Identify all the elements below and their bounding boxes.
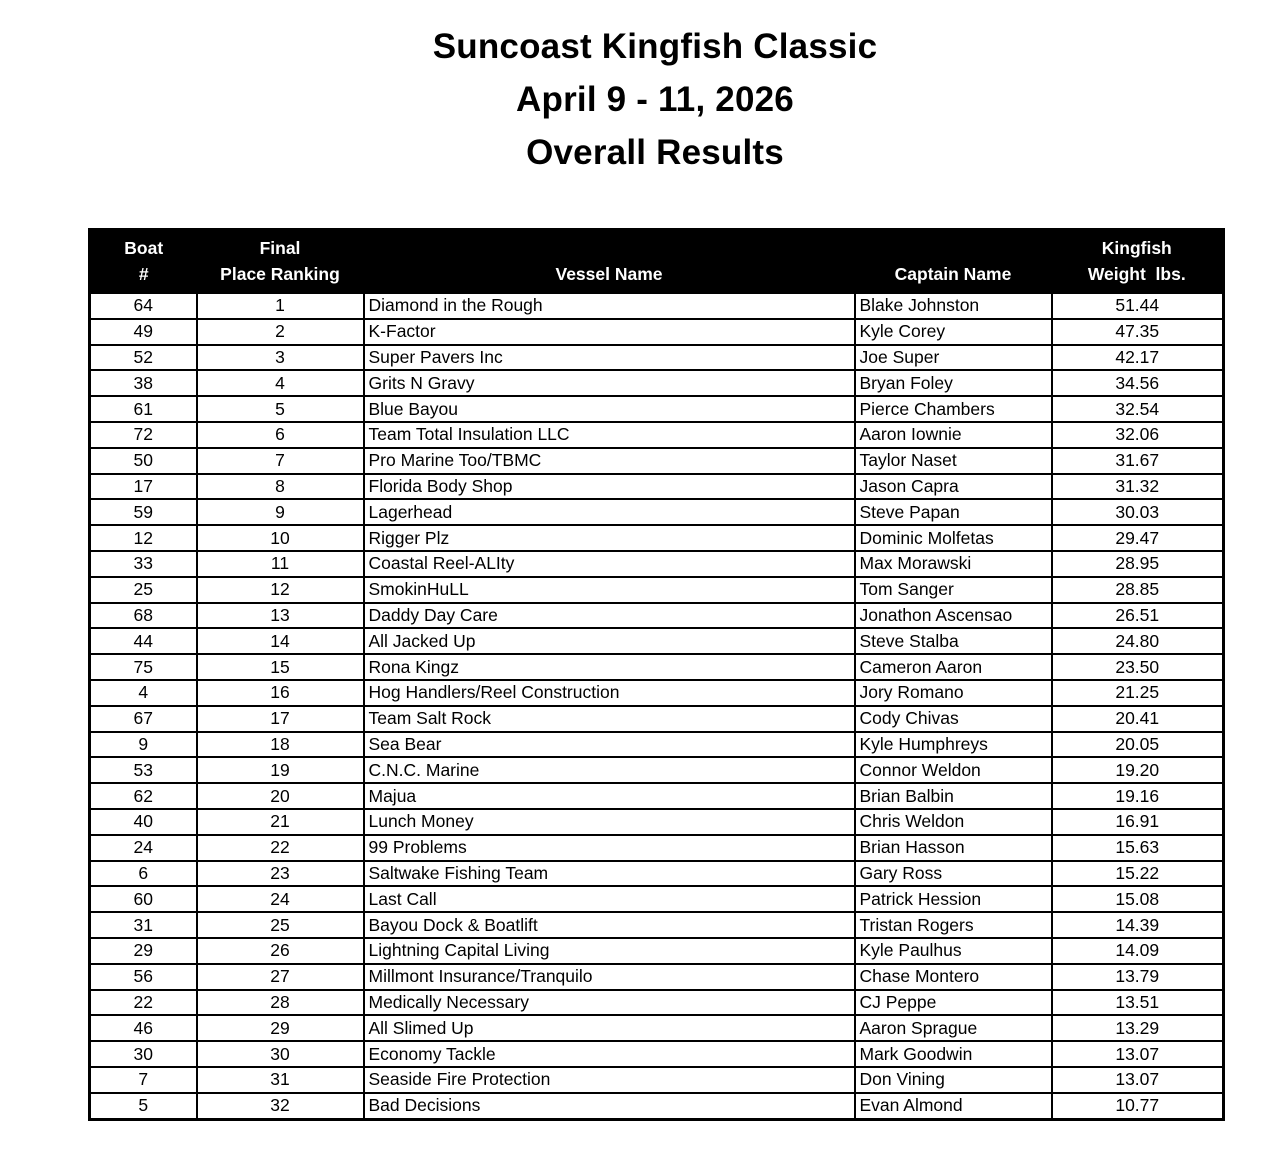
vessel-name-cell: All Jacked Up (364, 628, 855, 654)
table-row (90, 861, 1224, 887)
weight-cell: 15.63 (1052, 835, 1224, 861)
boat-number-cell: 25 (90, 577, 197, 603)
boat-number-cell: 7 (90, 1067, 197, 1093)
boat-number-cell: 59 (90, 499, 197, 525)
vessel-name-cell: Sea Bear (364, 732, 855, 758)
boat-number-cell: 44 (90, 628, 197, 654)
place-ranking-cell: 27 (197, 964, 364, 990)
header-kingfish-weight (1052, 230, 1224, 294)
place-ranking-cell: 6 (197, 422, 364, 448)
vessel-name-cell: Pro Marine Too/TBMC (364, 448, 855, 474)
table-row (90, 680, 1224, 706)
captain-name-cell: Cameron Aaron (855, 654, 1052, 680)
table-row (90, 370, 1224, 396)
weight-cell: 15.22 (1052, 861, 1224, 887)
weight-cell: 28.95 (1052, 551, 1224, 577)
place-ranking-cell: 15 (197, 654, 364, 680)
boat-number-cell: 31 (90, 912, 197, 938)
place-ranking-cell: 16 (197, 680, 364, 706)
boat-number-cell: 12 (90, 525, 197, 551)
weight-cell: 13.07 (1052, 1067, 1224, 1093)
boat-number-cell: 68 (90, 603, 197, 629)
weight-cell: 19.16 (1052, 783, 1224, 809)
header-vessel-line2: Vessel Name (555, 264, 663, 284)
place-ranking-cell: 28 (197, 990, 364, 1016)
captain-name-cell: Aaron Sprague (855, 1015, 1052, 1041)
weight-cell: 28.85 (1052, 577, 1224, 603)
weight-cell: 19.20 (1052, 757, 1224, 783)
weight-cell: 14.39 (1052, 912, 1224, 938)
boat-number-cell: 29 (90, 938, 197, 964)
captain-name-cell: Tom Sanger (855, 577, 1052, 603)
header-captain-line1 (855, 235, 1052, 261)
vessel-name-cell: Super Pavers Inc (364, 345, 855, 371)
captain-name-cell: Don Vining (855, 1067, 1052, 1093)
captain-name-cell: Max Morawski (855, 551, 1052, 577)
table-row (90, 783, 1224, 809)
table-row (90, 448, 1224, 474)
page-title (88, 20, 1222, 179)
captain-name-cell: Jonathon Ascensao (855, 603, 1052, 629)
table-row (90, 654, 1224, 680)
weight-cell: 47.35 (1052, 319, 1224, 345)
table-row (90, 293, 1224, 319)
table-row (90, 628, 1224, 654)
table-row (90, 732, 1224, 758)
weight-cell: 34.56 (1052, 370, 1224, 396)
captain-name-cell: Chris Weldon (855, 809, 1052, 835)
table-row (90, 474, 1224, 500)
place-ranking-cell: 11 (197, 551, 364, 577)
captain-name-cell: Chase Montero (855, 964, 1052, 990)
boat-number-cell: 52 (90, 345, 197, 371)
place-ranking-cell: 24 (197, 886, 364, 912)
place-ranking-cell: 10 (197, 525, 364, 551)
vessel-name-cell: Diamond in the Rough (364, 293, 855, 319)
vessel-name-cell: Lightning Capital Living (364, 938, 855, 964)
vessel-name-cell: Grits N Gravy (364, 370, 855, 396)
boat-number-cell: 61 (90, 396, 197, 422)
vessel-name-cell: Millmont Insurance/Tranquilo (364, 964, 855, 990)
boat-number-cell: 17 (90, 474, 197, 500)
table-row (90, 964, 1224, 990)
captain-name-cell: Mark Goodwin (855, 1041, 1052, 1067)
weight-cell: 42.17 (1052, 345, 1224, 371)
boat-number-cell: 56 (90, 964, 197, 990)
captain-name-cell: Steve Papan (855, 499, 1052, 525)
weight-cell: 31.32 (1052, 474, 1224, 500)
vessel-name-cell: Last Call (364, 886, 855, 912)
weight-cell: 13.07 (1052, 1041, 1224, 1067)
weight-cell: 31.67 (1052, 448, 1224, 474)
weight-cell: 20.05 (1052, 732, 1224, 758)
captain-name-cell: Bryan Foley (855, 370, 1052, 396)
boat-number-cell: 9 (90, 732, 197, 758)
boat-number-cell: 67 (90, 706, 197, 732)
boat-number-cell: 60 (90, 886, 197, 912)
place-ranking-cell: 30 (197, 1041, 364, 1067)
captain-name-cell: Brian Hasson (855, 835, 1052, 861)
vessel-name-cell: Daddy Day Care (364, 603, 855, 629)
vessel-name-cell: Hog Handlers/Reel Construction (364, 680, 855, 706)
weight-cell: 20.41 (1052, 706, 1224, 732)
table-row (90, 422, 1224, 448)
captain-name-cell: Jory Romano (855, 680, 1052, 706)
header-ranking-line1: Final (259, 238, 301, 258)
header-weight-line1: Kingfish (1101, 238, 1172, 258)
boat-number-cell: 50 (90, 448, 197, 474)
table-row (90, 345, 1224, 371)
page-title-line-1: Suncoast Kingfish Classic (432, 27, 878, 66)
vessel-name-cell: K-Factor (364, 319, 855, 345)
table-row (90, 886, 1224, 912)
captain-name-cell: Jason Capra (855, 474, 1052, 500)
header-ranking-line2: Place Ranking (220, 264, 340, 284)
weight-cell: 21.25 (1052, 680, 1224, 706)
boat-number-cell: 6 (90, 861, 197, 887)
vessel-name-cell: Bad Decisions (364, 1093, 855, 1119)
vessel-name-cell: All Slimed Up (364, 1015, 855, 1041)
table-row (90, 603, 1224, 629)
captain-name-cell: Patrick Hession (855, 886, 1052, 912)
weight-cell: 23.50 (1052, 654, 1224, 680)
place-ranking-cell: 32 (197, 1093, 364, 1119)
page-title-line-2: April 9 - 11, 2026 (516, 80, 794, 119)
table-row (90, 396, 1224, 422)
captain-name-cell: Blake Johnston (855, 293, 1052, 319)
vessel-name-cell: Medically Necessary (364, 990, 855, 1016)
captain-name-cell: Cody Chivas (855, 706, 1052, 732)
boat-number-cell: 22 (90, 990, 197, 1016)
captain-name-cell: Dominic Molfetas (855, 525, 1052, 551)
vessel-name-cell: Saltwake Fishing Team (364, 861, 855, 887)
vessel-name-cell: Florida Body Shop (364, 474, 855, 500)
weight-cell: 13.29 (1052, 1015, 1224, 1041)
boat-number-cell: 75 (90, 654, 197, 680)
boat-number-cell: 33 (90, 551, 197, 577)
boat-number-cell: 64 (90, 293, 197, 319)
vessel-name-cell: Economy Tackle (364, 1041, 855, 1067)
weight-cell: 26.51 (1052, 603, 1224, 629)
vessel-name-cell: Team Salt Rock (364, 706, 855, 732)
table-row (90, 990, 1224, 1016)
header-weight-line2: Weight lbs. (1087, 264, 1186, 284)
page-title-line-3: Overall Results (526, 133, 784, 172)
place-ranking-cell: 4 (197, 370, 364, 396)
captain-name-cell: Pierce Chambers (855, 396, 1052, 422)
place-ranking-cell: 14 (197, 628, 364, 654)
vessel-name-cell: Blue Bayou (364, 396, 855, 422)
place-ranking-cell: 26 (197, 938, 364, 964)
header-boat-line2: # (138, 264, 149, 284)
weight-cell: 32.06 (1052, 422, 1224, 448)
boat-number-cell: 72 (90, 422, 197, 448)
captain-name-cell: Connor Weldon (855, 757, 1052, 783)
header-place-ranking (197, 230, 364, 294)
place-ranking-cell: 9 (197, 499, 364, 525)
captain-name-cell: Taylor Naset (855, 448, 1052, 474)
table-row (90, 809, 1224, 835)
vessel-name-cell: Bayou Dock & Boatlift (364, 912, 855, 938)
table-row (90, 1093, 1224, 1119)
place-ranking-cell: 29 (197, 1015, 364, 1041)
table-row (90, 319, 1224, 345)
weight-cell: 13.51 (1052, 990, 1224, 1016)
boat-number-cell: 38 (90, 370, 197, 396)
weight-cell: 14.09 (1052, 938, 1224, 964)
vessel-name-cell: Seaside Fire Protection (364, 1067, 855, 1093)
place-ranking-cell: 12 (197, 577, 364, 603)
place-ranking-cell: 7 (197, 448, 364, 474)
captain-name-cell: CJ Peppe (855, 990, 1052, 1016)
place-ranking-cell: 13 (197, 603, 364, 629)
weight-cell: 51.44 (1052, 293, 1224, 319)
captain-name-cell: Kyle Corey (855, 319, 1052, 345)
place-ranking-cell: 25 (197, 912, 364, 938)
place-ranking-cell: 17 (197, 706, 364, 732)
place-ranking-cell: 22 (197, 835, 364, 861)
place-ranking-cell: 21 (197, 809, 364, 835)
boat-number-cell: 46 (90, 1015, 197, 1041)
table-row (90, 938, 1224, 964)
place-ranking-cell: 20 (197, 783, 364, 809)
header-captain-line2: Captain Name (894, 264, 1012, 284)
table-row (90, 835, 1224, 861)
vessel-name-cell: C.N.C. Marine (364, 757, 855, 783)
table-row (90, 757, 1224, 783)
captain-name-cell: Gary Ross (855, 861, 1052, 887)
weight-cell: 15.08 (1052, 886, 1224, 912)
captain-name-cell: Joe Super (855, 345, 1052, 371)
table-row (90, 499, 1224, 525)
header-vessel-name (364, 230, 855, 294)
table-row (90, 577, 1224, 603)
captain-name-cell: Tristan Rogers (855, 912, 1052, 938)
header-captain-name (855, 230, 1052, 294)
header-boat-number (90, 230, 197, 294)
weight-cell: 13.79 (1052, 964, 1224, 990)
vessel-name-cell: Coastal Reel-ALIty (364, 551, 855, 577)
captain-name-cell: Aaron Iownie (855, 422, 1052, 448)
boat-number-cell: 49 (90, 319, 197, 345)
weight-cell: 30.03 (1052, 499, 1224, 525)
header-boat-line1: Boat (124, 238, 164, 258)
place-ranking-cell: 23 (197, 861, 364, 887)
captain-name-cell: Evan Almond (855, 1093, 1052, 1119)
vessel-name-cell: Team Total Insulation LLC (364, 422, 855, 448)
boat-number-cell: 53 (90, 757, 197, 783)
weight-cell: 29.47 (1052, 525, 1224, 551)
vessel-name-cell: SmokinHuLL (364, 577, 855, 603)
boat-number-cell: 4 (90, 680, 197, 706)
place-ranking-cell: 19 (197, 757, 364, 783)
boat-number-cell: 30 (90, 1041, 197, 1067)
place-ranking-cell: 3 (197, 345, 364, 371)
table-row (90, 1015, 1224, 1041)
captain-name-cell: Brian Balbin (855, 783, 1052, 809)
place-ranking-cell: 5 (197, 396, 364, 422)
weight-cell: 24.80 (1052, 628, 1224, 654)
vessel-name-cell: 99 Problems (364, 835, 855, 861)
table-row (90, 912, 1224, 938)
vessel-name-cell: Lunch Money (364, 809, 855, 835)
place-ranking-cell: 2 (197, 319, 364, 345)
table-row (90, 706, 1224, 732)
boat-number-cell: 40 (90, 809, 197, 835)
place-ranking-cell: 18 (197, 732, 364, 758)
vessel-name-cell: Rona Kingz (364, 654, 855, 680)
boat-number-cell: 24 (90, 835, 197, 861)
boat-number-cell: 5 (90, 1093, 197, 1119)
table-row (90, 525, 1224, 551)
captain-name-cell: Kyle Humphreys (855, 732, 1052, 758)
captain-name-cell: Steve Stalba (855, 628, 1052, 654)
results-table (88, 228, 1225, 1121)
place-ranking-cell: 1 (197, 293, 364, 319)
captain-name-cell: Kyle Paulhus (855, 938, 1052, 964)
place-ranking-cell: 8 (197, 474, 364, 500)
weight-cell: 16.91 (1052, 809, 1224, 835)
table-row (90, 1041, 1224, 1067)
vessel-name-cell: Rigger Plz (364, 525, 855, 551)
table-row (90, 551, 1224, 577)
weight-cell: 32.54 (1052, 396, 1224, 422)
vessel-name-cell: Majua (364, 783, 855, 809)
header-vessel-line1 (364, 235, 855, 261)
table-header-row (90, 230, 1224, 294)
vessel-name-cell: Lagerhead (364, 499, 855, 525)
weight-cell: 10.77 (1052, 1093, 1224, 1119)
place-ranking-cell: 31 (197, 1067, 364, 1093)
boat-number-cell: 62 (90, 783, 197, 809)
table-row (90, 1067, 1224, 1093)
